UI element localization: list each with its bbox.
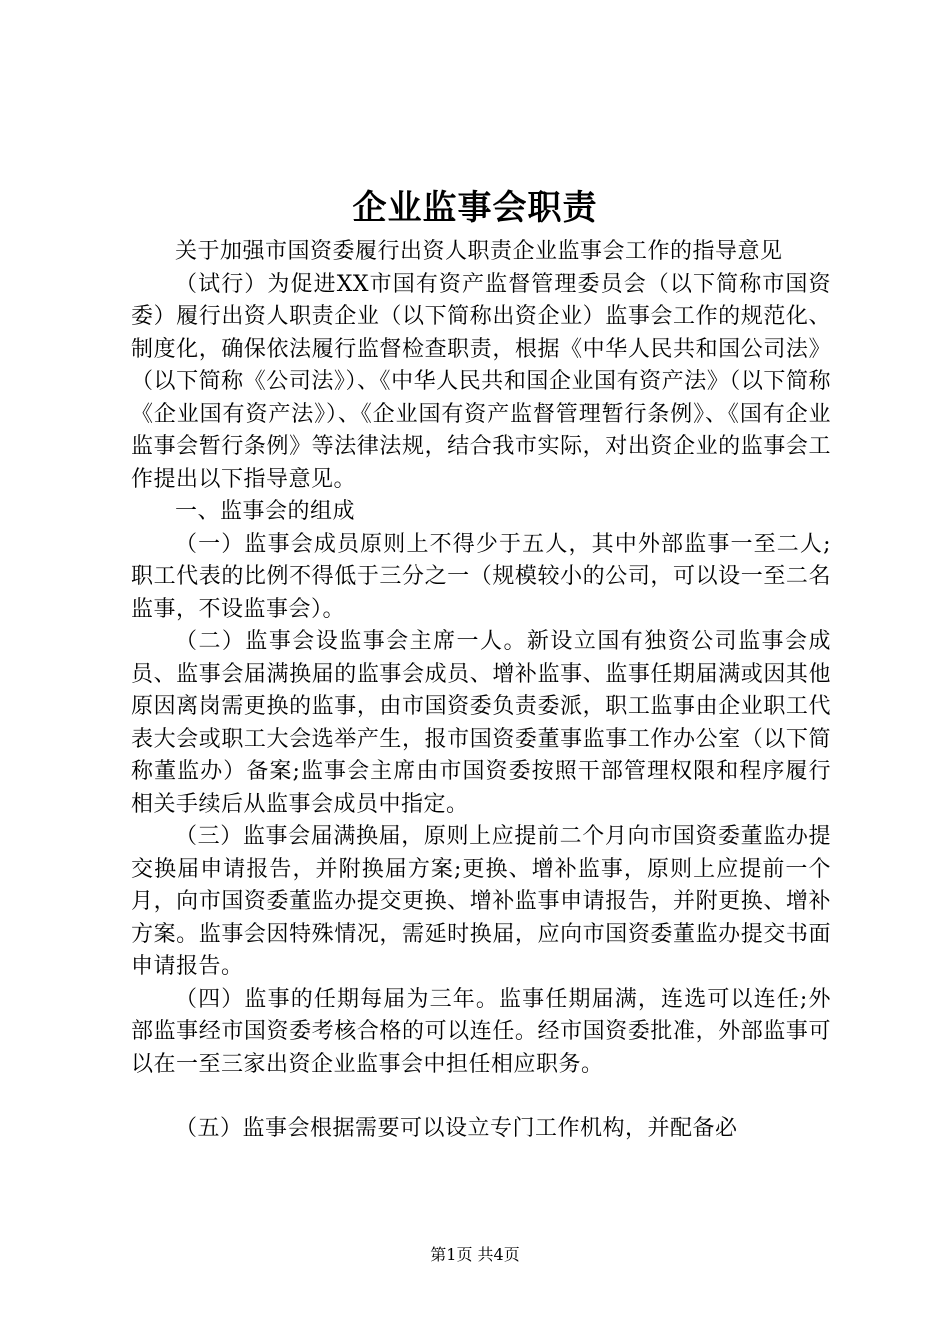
page-footer: 第1页 共4页 bbox=[430, 1245, 520, 1264]
paragraph-item-4: （四）监事的任期每届为三年。监事任期届满，连选可以连任;外部监事经市国资委考核合格的可以连任。经市国资委批准，外部监事可以在一至三家出资企业监事会中担任相应职务。 bbox=[131, 986, 831, 1077]
paragraph-item-1: （一）监事会成员原则上不得少于五人，其中外部监事一至二人;职工代表的比例不得低于三分之一（规模较小的公司，可以设一至二名监事，不设监事会）。 bbox=[131, 531, 831, 622]
paragraph-item-2: （二）监事会设监事会主席一人。新设立国有独资公司监事会成员、监事会届满换届的监事会成员、增补监事、监事任期届满或因其他原因离岗需更换的监事，由市国资委负责委派，职工监事由企业职工代表大会或职工大会选举产生，报市国资委董事监事工作办公室（以下简称董监办）备案;监事会主席由市国资委按照干部管理权限和程序履行相关手续后从监事会成员中指定。 bbox=[131, 629, 831, 817]
paragraph-item-3: （三）监事会届满换届，原则上应提前二个月向市国资委董监办提交换届申请报告，并附换届方案;更换、增补监事，原则上应提前一个月，向市国资委董监办提交更换、增补监事申请报告，并附更换、增补方案。监事会因特殊情况，需延时换届，应向市国资委董监办提交书面申请报告。 bbox=[131, 824, 831, 979]
paragraph-intro-heading: 关于加强市国资委履行出资人职责企业监事会工作的指导意见 bbox=[175, 239, 783, 264]
document-body bbox=[131, 236, 831, 1146]
document-title: 企业监事会职责 bbox=[352, 188, 598, 228]
paragraph-preamble: （试行）为促进XX市国有资产监督管理委员会（以下简称市国资委）履行出资人职责企业（以下简称出资企业）监事会工作的规范化、制度化，确保依法履行监督检查职责，根据《中华人民共和国公司法》（以下简称《公司法》）、《中华人民共和国企业国有资产法》（以下简称《企业国有资产法》）、《企业国有资产监督管理暂行条例》、《国有企业监事会暂行条例》等法律法规，结合我市实际，对出资企业的监事会工作提出以下指导意见。 bbox=[131, 271, 831, 492]
section-heading: 一、监事会的组成 bbox=[175, 499, 356, 524]
paragraph-item-5: （五）监事会根据需要可以设立专门工作机构，并配备必 bbox=[175, 1116, 738, 1141]
